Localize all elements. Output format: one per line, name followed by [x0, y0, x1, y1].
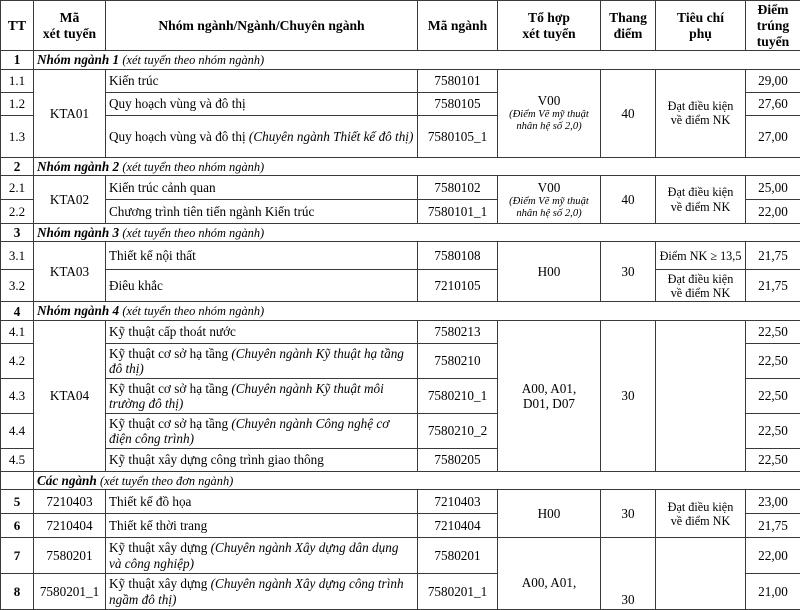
to-hop-code-line-1: A00, A01,: [501, 575, 597, 590]
diem-trung-tuyen: 21,75: [746, 514, 800, 538]
ma-xet-tuyen: 7580201: [34, 538, 106, 574]
program-spec: (Chuyên ngành Thiết kế đô thị): [249, 129, 413, 144]
diem-trung-tuyen: 23,00: [746, 490, 800, 514]
group-title-text: Nhóm ngành 4: [37, 303, 119, 318]
header-line-2: trúng: [757, 18, 789, 33]
row-index: 3.2: [1, 270, 34, 302]
row-index: 4.2: [1, 343, 34, 378]
diem-trung-tuyen: 22,00: [746, 538, 800, 574]
group-number: 1: [1, 51, 34, 69]
ma-nganh: 7210105: [418, 270, 498, 302]
program-name-text: Quy hoạch vùng và đô thị: [109, 129, 249, 144]
ma-nganh: 7580108: [418, 242, 498, 270]
header-line-3: tuyển: [757, 34, 789, 49]
diem-trung-tuyen: 22,50: [746, 413, 800, 448]
row-index: 8: [1, 574, 34, 610]
to-hop-xet-tuyen: [498, 538, 601, 610]
program-name: [106, 176, 418, 200]
table-row: [1, 320, 800, 343]
program-name-text: Kỹ thuật cơ sở hạ tầng: [109, 416, 231, 431]
ma-nganh: 7580101_1: [418, 200, 498, 224]
program-name: [106, 574, 418, 610]
header-line-1: Thang: [609, 10, 647, 25]
ma-xet-tuyen: 7210403: [34, 490, 106, 514]
row-index: 4.1: [1, 320, 34, 343]
program-name: [106, 320, 418, 343]
table-row: [1, 176, 800, 200]
thang-diem: 40: [601, 69, 656, 157]
program-spec: (Chuyên ngành Công nghệ cơ điện công trình): [109, 416, 389, 446]
tieu-chi-line-2: về điểm NK: [659, 286, 742, 300]
thang-diem: 30: [601, 538, 656, 610]
program-spec: (Chuyên ngành Xây dựng dân dụng và công nghiệp): [109, 540, 398, 570]
column-header-tieu-chi-phu: [656, 1, 746, 51]
diem-trung-tuyen: 22,50: [746, 448, 800, 471]
group-number: 3: [1, 224, 34, 242]
diem-trung-tuyen: 21,75: [746, 242, 800, 270]
to-hop-code-line-1: A00, A01,: [501, 381, 597, 396]
tieu-chi-line-1: Đạt điều kiện: [659, 272, 742, 286]
diem-trung-tuyen: 22,50: [746, 343, 800, 378]
row-index: 2.2: [1, 200, 34, 224]
diem-trung-tuyen: 22,00: [746, 200, 800, 224]
ma-nganh: 7580210_2: [418, 413, 498, 448]
to-hop-xet-tuyen: [498, 176, 601, 224]
header-line-2: xét tuyển: [43, 26, 96, 41]
ma-nganh: 7580105: [418, 92, 498, 115]
to-hop-code: V00: [501, 180, 597, 195]
program-name-text: Chương trình tiên tiến ngành Kiến trúc: [109, 204, 314, 219]
group-title-note: (xét tuyển theo nhóm ngành): [122, 226, 264, 240]
group-title-note: (xét tuyển theo nhóm ngành): [122, 304, 264, 318]
ma-nganh: 7210404: [418, 514, 498, 538]
table-row: [1, 538, 800, 574]
column-header-diem-trung-tuyen: [746, 1, 800, 51]
ma-xet-tuyen: KTA04: [34, 320, 106, 471]
tieu-chi-phu: [656, 270, 746, 302]
diem-trung-tuyen: 29,00: [746, 69, 800, 92]
program-name: [106, 242, 418, 270]
ma-nganh: 7210403: [418, 490, 498, 514]
to-hop-code: V00: [501, 93, 597, 108]
to-hop-xet-tuyen: [498, 69, 601, 157]
program-spec: (Chuyên ngành Xây dựng công trình ngầm đô thị): [109, 576, 404, 606]
row-index: 4.4: [1, 413, 34, 448]
program-name-text: Kiến trúc cảnh quan: [109, 180, 216, 195]
group-number: [1, 471, 34, 489]
program-name: [106, 490, 418, 514]
program-name: [106, 200, 418, 224]
to-hop-xet-tuyen: [498, 490, 601, 538]
program-name: [106, 378, 418, 413]
program-name-text: Kỹ thuật xây dựng: [109, 540, 211, 555]
program-name-text: Thiết kế nội thất: [109, 248, 196, 263]
program-name-text: Quy hoạch vùng và đô thị: [109, 96, 246, 111]
diem-trung-tuyen: 25,00: [746, 176, 800, 200]
row-index: 6: [1, 514, 34, 538]
diem-trung-tuyen: 27,00: [746, 115, 800, 157]
group-header-row: [1, 157, 800, 175]
to-hop-code-line-2: D01, D07: [501, 396, 597, 411]
thang-diem: 30: [601, 320, 656, 471]
group-title-text: Nhóm ngành 3: [37, 225, 119, 240]
tieu-chi-phu: [656, 69, 746, 157]
row-index: 1.3: [1, 115, 34, 157]
tieu-chi-line-1: Đạt điều kiện: [659, 99, 742, 113]
thang-diem: 30: [601, 242, 656, 302]
group-header-row: [1, 51, 800, 69]
ma-xet-tuyen: KTA02: [34, 176, 106, 224]
header-line-2: điểm: [614, 26, 643, 41]
header-line-1: Mã: [60, 10, 80, 25]
header-line-2: phụ: [689, 26, 712, 41]
thang-diem: 30: [601, 490, 656, 538]
group-header-row: [1, 471, 800, 489]
ma-xet-tuyen: KTA03: [34, 242, 106, 302]
diem-trung-tuyen: 21,75: [746, 270, 800, 302]
to-hop-xet-tuyen: [498, 242, 601, 302]
thang-diem: 40: [601, 176, 656, 224]
table-row: [1, 69, 800, 92]
ma-nganh: 7580210_1: [418, 378, 498, 413]
program-name-text: Thiết kế đồ họa: [109, 494, 191, 509]
program-name-text: Thiết kế thời trang: [109, 518, 207, 533]
column-header-thang-diem: [601, 1, 656, 51]
row-index: 2.1: [1, 176, 34, 200]
column-header-nganh: Nhóm ngành/Ngành/Chuyên ngành: [106, 1, 418, 51]
group-title-note: (xét tuyển theo nhóm ngành): [122, 160, 264, 174]
program-name-text: Kiến trúc: [109, 73, 158, 88]
program-name-text: Điêu khắc: [109, 278, 163, 293]
program-name: [106, 413, 418, 448]
group-title-cell: [34, 157, 800, 175]
header-line-1: Tổ hợp: [528, 10, 570, 25]
program-name: [106, 538, 418, 574]
table-body: [1, 51, 800, 610]
table-header: [1, 1, 800, 51]
column-header-tt: TT: [1, 1, 34, 51]
program-name-text: Kỹ thuật xây dựng công trình giao thông: [109, 452, 324, 467]
group-title-cell: [34, 471, 800, 489]
program-spec: (Chuyên ngành Kỹ thuật môi trường đô thị): [109, 381, 384, 411]
diem-trung-tuyen: 22,50: [746, 320, 800, 343]
group-number: 4: [1, 302, 34, 320]
table-row: [1, 242, 800, 270]
column-header-to-hop: [498, 1, 601, 51]
ma-xet-tuyen: KTA01: [34, 69, 106, 157]
program-name-text: Kỹ thuật cơ sở hạ tầng: [109, 346, 231, 361]
group-title-note: (xét tuyển theo nhóm ngành): [122, 53, 264, 67]
group-header-row: [1, 302, 800, 320]
program-name-text: Kỹ thuật cấp thoát nước: [109, 324, 236, 339]
program-name: [106, 92, 418, 115]
diem-trung-tuyen: 21,00: [746, 574, 800, 610]
to-hop-xet-tuyen: [498, 320, 601, 471]
tieu-chi-line-1: Đạt điều kiện: [659, 185, 742, 199]
tieu-chi-phu: [656, 176, 746, 224]
tieu-chi-line-2: về điểm NK: [659, 113, 742, 127]
table-row: [1, 490, 800, 514]
header-line-1: Điểm: [758, 2, 789, 17]
row-index: 3.1: [1, 242, 34, 270]
ma-xet-tuyen: 7210404: [34, 514, 106, 538]
header-line-1: Tiêu chí: [677, 10, 724, 25]
group-title-cell: [34, 51, 800, 69]
program-name: [106, 514, 418, 538]
ma-nganh: 7580201_1: [418, 574, 498, 610]
tieu-chi-line-1: Đạt điều kiện: [659, 500, 742, 514]
diem-trung-tuyen: 22,50: [746, 378, 800, 413]
to-hop-note: (Điểm Vẽ mỹ thuật nhân hệ số 2,0): [501, 196, 597, 220]
column-header-ma-xet-tuyen: [34, 1, 106, 51]
header-line-2: xét tuyển: [522, 26, 575, 41]
program-name: [106, 69, 418, 92]
program-name: [106, 115, 418, 157]
group-title-text: Các ngành: [37, 473, 97, 488]
ma-xet-tuyen: 7580201_1: [34, 574, 106, 610]
program-name-text: Kỹ thuật cơ sở hạ tầng: [109, 381, 231, 396]
tieu-chi-phu: [656, 490, 746, 538]
header-row: [1, 1, 800, 51]
table-row: [1, 270, 800, 302]
row-index: 4.5: [1, 448, 34, 471]
ma-nganh: 7580213: [418, 320, 498, 343]
tieu-chi-phu: [656, 242, 746, 270]
to-hop-note: (Điểm Vẽ mỹ thuật nhân hệ số 2,0): [501, 109, 597, 133]
ma-nganh: 7580205: [418, 448, 498, 471]
ma-nganh: 7580105_1: [418, 115, 498, 157]
tieu-chi-line-1: Điểm NK ≥ 13,5: [659, 249, 742, 263]
column-header-ma-nganh: Mã ngành: [418, 1, 498, 51]
row-index: 7: [1, 538, 34, 574]
ma-nganh: 7580102: [418, 176, 498, 200]
diem-trung-tuyen: 27,60: [746, 92, 800, 115]
tieu-chi-phu: [656, 538, 746, 610]
ma-nganh: 7580101: [418, 69, 498, 92]
group-title-cell: [34, 224, 800, 242]
row-index: 5: [1, 490, 34, 514]
group-number: 2: [1, 157, 34, 175]
tieu-chi-line-2: về điểm NK: [659, 514, 742, 528]
to-hop-code: H00: [501, 506, 597, 521]
group-header-row: [1, 224, 800, 242]
row-index: 4.3: [1, 378, 34, 413]
tieu-chi-phu: [656, 320, 746, 471]
group-title-note: (xét tuyển theo đơn ngành): [100, 474, 233, 488]
tieu-chi-line-2: về điểm NK: [659, 200, 742, 214]
ma-nganh: 7580210: [418, 343, 498, 378]
group-title-text: Nhóm ngành 2: [37, 159, 119, 174]
program-name-text: Kỹ thuật xây dựng: [109, 576, 211, 591]
program-name: [106, 270, 418, 302]
to-hop-code: H00: [501, 264, 597, 279]
group-title-cell: [34, 302, 800, 320]
row-index: 1.1: [1, 69, 34, 92]
program-name: [106, 343, 418, 378]
program-spec: (Chuyên ngành Kỹ thuật hạ tầng đô thị): [109, 346, 404, 376]
group-title-text: Nhóm ngành 1: [37, 52, 119, 67]
row-index: 1.2: [1, 92, 34, 115]
program-name: [106, 448, 418, 471]
ma-nganh: 7580201: [418, 538, 498, 574]
